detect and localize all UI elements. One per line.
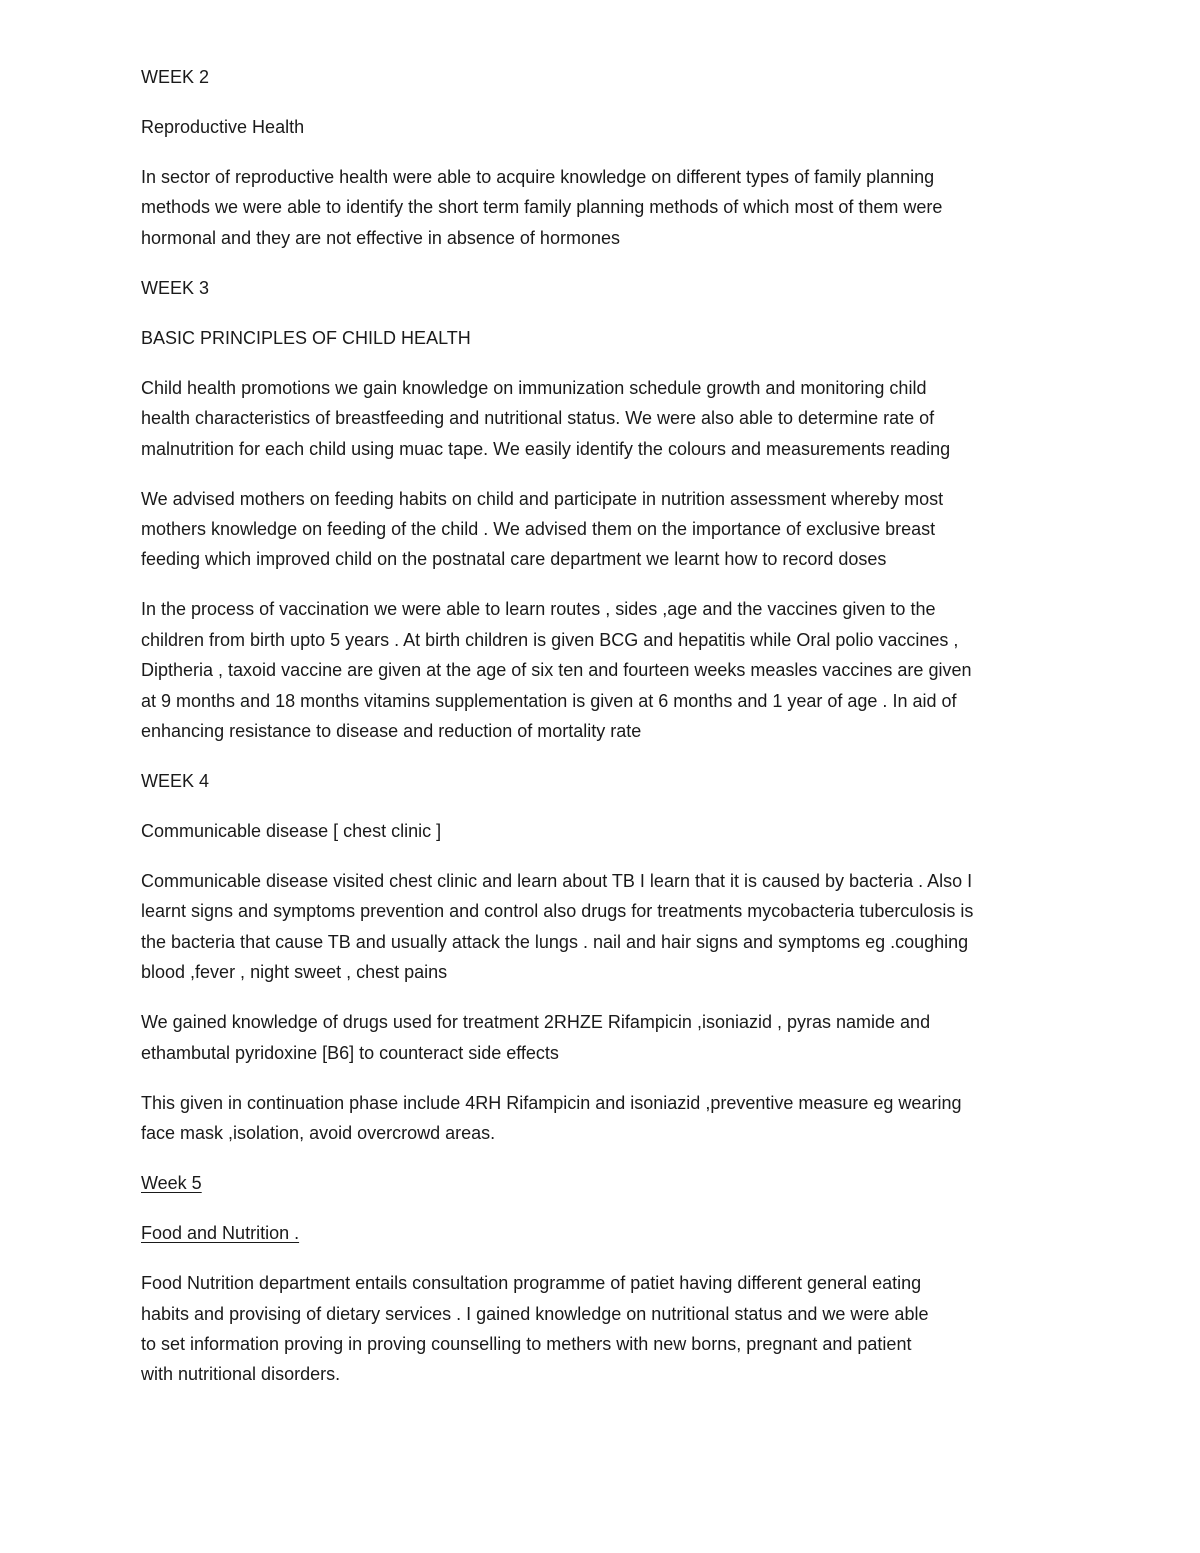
text-line: Communicable disease [ chest clinic ] — [141, 821, 442, 842]
text-line: We advised mothers on feeding habits on child and participate in nutrition assessment whereby most — [141, 488, 944, 509]
text-line: Child health promotions we gain knowledge on immunization schedule growth and monitoring child — [141, 377, 927, 398]
text-line: feeding which improved child on the postnatal care department we learnt how to record doses — [141, 549, 887, 570]
food-nutrition-body — [141, 1268, 1071, 1390]
reproductive-health-body — [141, 162, 1071, 253]
document-body — [141, 62, 1071, 1409]
week3-heading — [141, 273, 1071, 303]
communicable-heading — [141, 816, 1071, 846]
text-line: face mask ,isolation, avoid overcrowd areas. — [141, 1123, 496, 1144]
text-line: at 9 months and 18 months vitamins supplementation is given at 6 months and 1 year of age . In aid of — [141, 690, 957, 711]
text-line: hormonal and they are not effective in absence of hormones — [141, 227, 620, 248]
text-line: Diptheria , taxoid vaccine are given at the age of six ten and fourteen weeks measles vaccines are given — [141, 660, 972, 681]
text-line: enhancing resistance to disease and reduction of mortality rate — [141, 721, 642, 742]
reproductive-health-heading — [141, 112, 1071, 142]
week4-heading — [141, 766, 1071, 796]
text-line: Reproductive Health — [141, 117, 305, 137]
text-line: blood ,fever , night sweet , chest pains — [141, 962, 448, 983]
text-line: habits and provising of dietary services . I gained knowledge on nutritional status and we were able — [141, 1303, 929, 1324]
child-health-body-2 — [141, 484, 1071, 575]
text-line: We gained knowledge of drugs used for treatment 2RHZE Rifampicin ,isoniazid , pyras namide and — [141, 1012, 931, 1033]
text-line: learnt signs and symptoms prevention and control also drugs for treatments mycobacteria tuberculosis is — [141, 901, 974, 922]
communicable-body-3 — [141, 1088, 1071, 1149]
text-line: WEEK 2 — [141, 67, 210, 87]
week5-heading — [141, 1168, 1071, 1198]
text-line: Week 5 — [141, 1173, 202, 1194]
text-line: WEEK 3 — [141, 277, 210, 298]
text-line: with nutritional disorders. — [141, 1364, 341, 1385]
text-line: to set information proving in proving counselling to methers with new borns, pregnant and patient — [141, 1333, 912, 1354]
text-line: BASIC PRINCIPLES OF CHILD HEALTH — [141, 327, 471, 348]
text-line: the bacteria that cause TB and usually attack the lungs . nail and hair signs and symptoms eg .coughing — [141, 931, 969, 952]
text-line: Food and Nutrition . — [141, 1223, 300, 1244]
vaccination-body — [141, 594, 1071, 746]
text-line: In sector of reproductive health were able to acquire knowledge on different types of family planning — [141, 167, 935, 187]
text-line: health characteristics of breastfeeding and nutritional status. We were also able to determine rate of — [141, 408, 935, 429]
child-health-heading — [141, 323, 1071, 353]
text-line: Communicable disease visited chest clinic and learn about TB I learn that it is caused by bacteria . Also I — [141, 871, 973, 892]
text-line: WEEK 4 — [141, 771, 210, 792]
text-line: Food Nutrition department entails consultation programme of patiet having different general eating — [141, 1273, 922, 1294]
text-line: mothers knowledge on feeding of the child . We advised them on the importance of exclusive breast — [141, 519, 936, 540]
text-line: malnutrition for each child using muac tape. We easily identify the colours and measurements reading — [141, 438, 951, 459]
text-line: ethambutal pyridoxine [B6] to counteract side effects — [141, 1042, 559, 1063]
communicable-body-2 — [141, 1007, 1071, 1068]
text-line: This given in continuation phase include 4RH Rifampicin and isoniazid ,preventive measure eg wearing — [141, 1092, 962, 1113]
text-line: children from birth upto 5 years . At birth children is given BCG and hepatitis while Oral polio vaccines , — [141, 629, 959, 650]
food-nutrition-heading — [141, 1218, 1071, 1248]
text-line: In the process of vaccination we were able to learn routes , sides ,age and the vaccines given to the — [141, 599, 936, 620]
communicable-body-1 — [141, 866, 1071, 988]
text-line: methods we were able to identify the short term family planning methods of which most of them were — [141, 197, 943, 218]
week2-heading — [141, 62, 1071, 92]
child-health-body-1 — [141, 373, 1071, 464]
